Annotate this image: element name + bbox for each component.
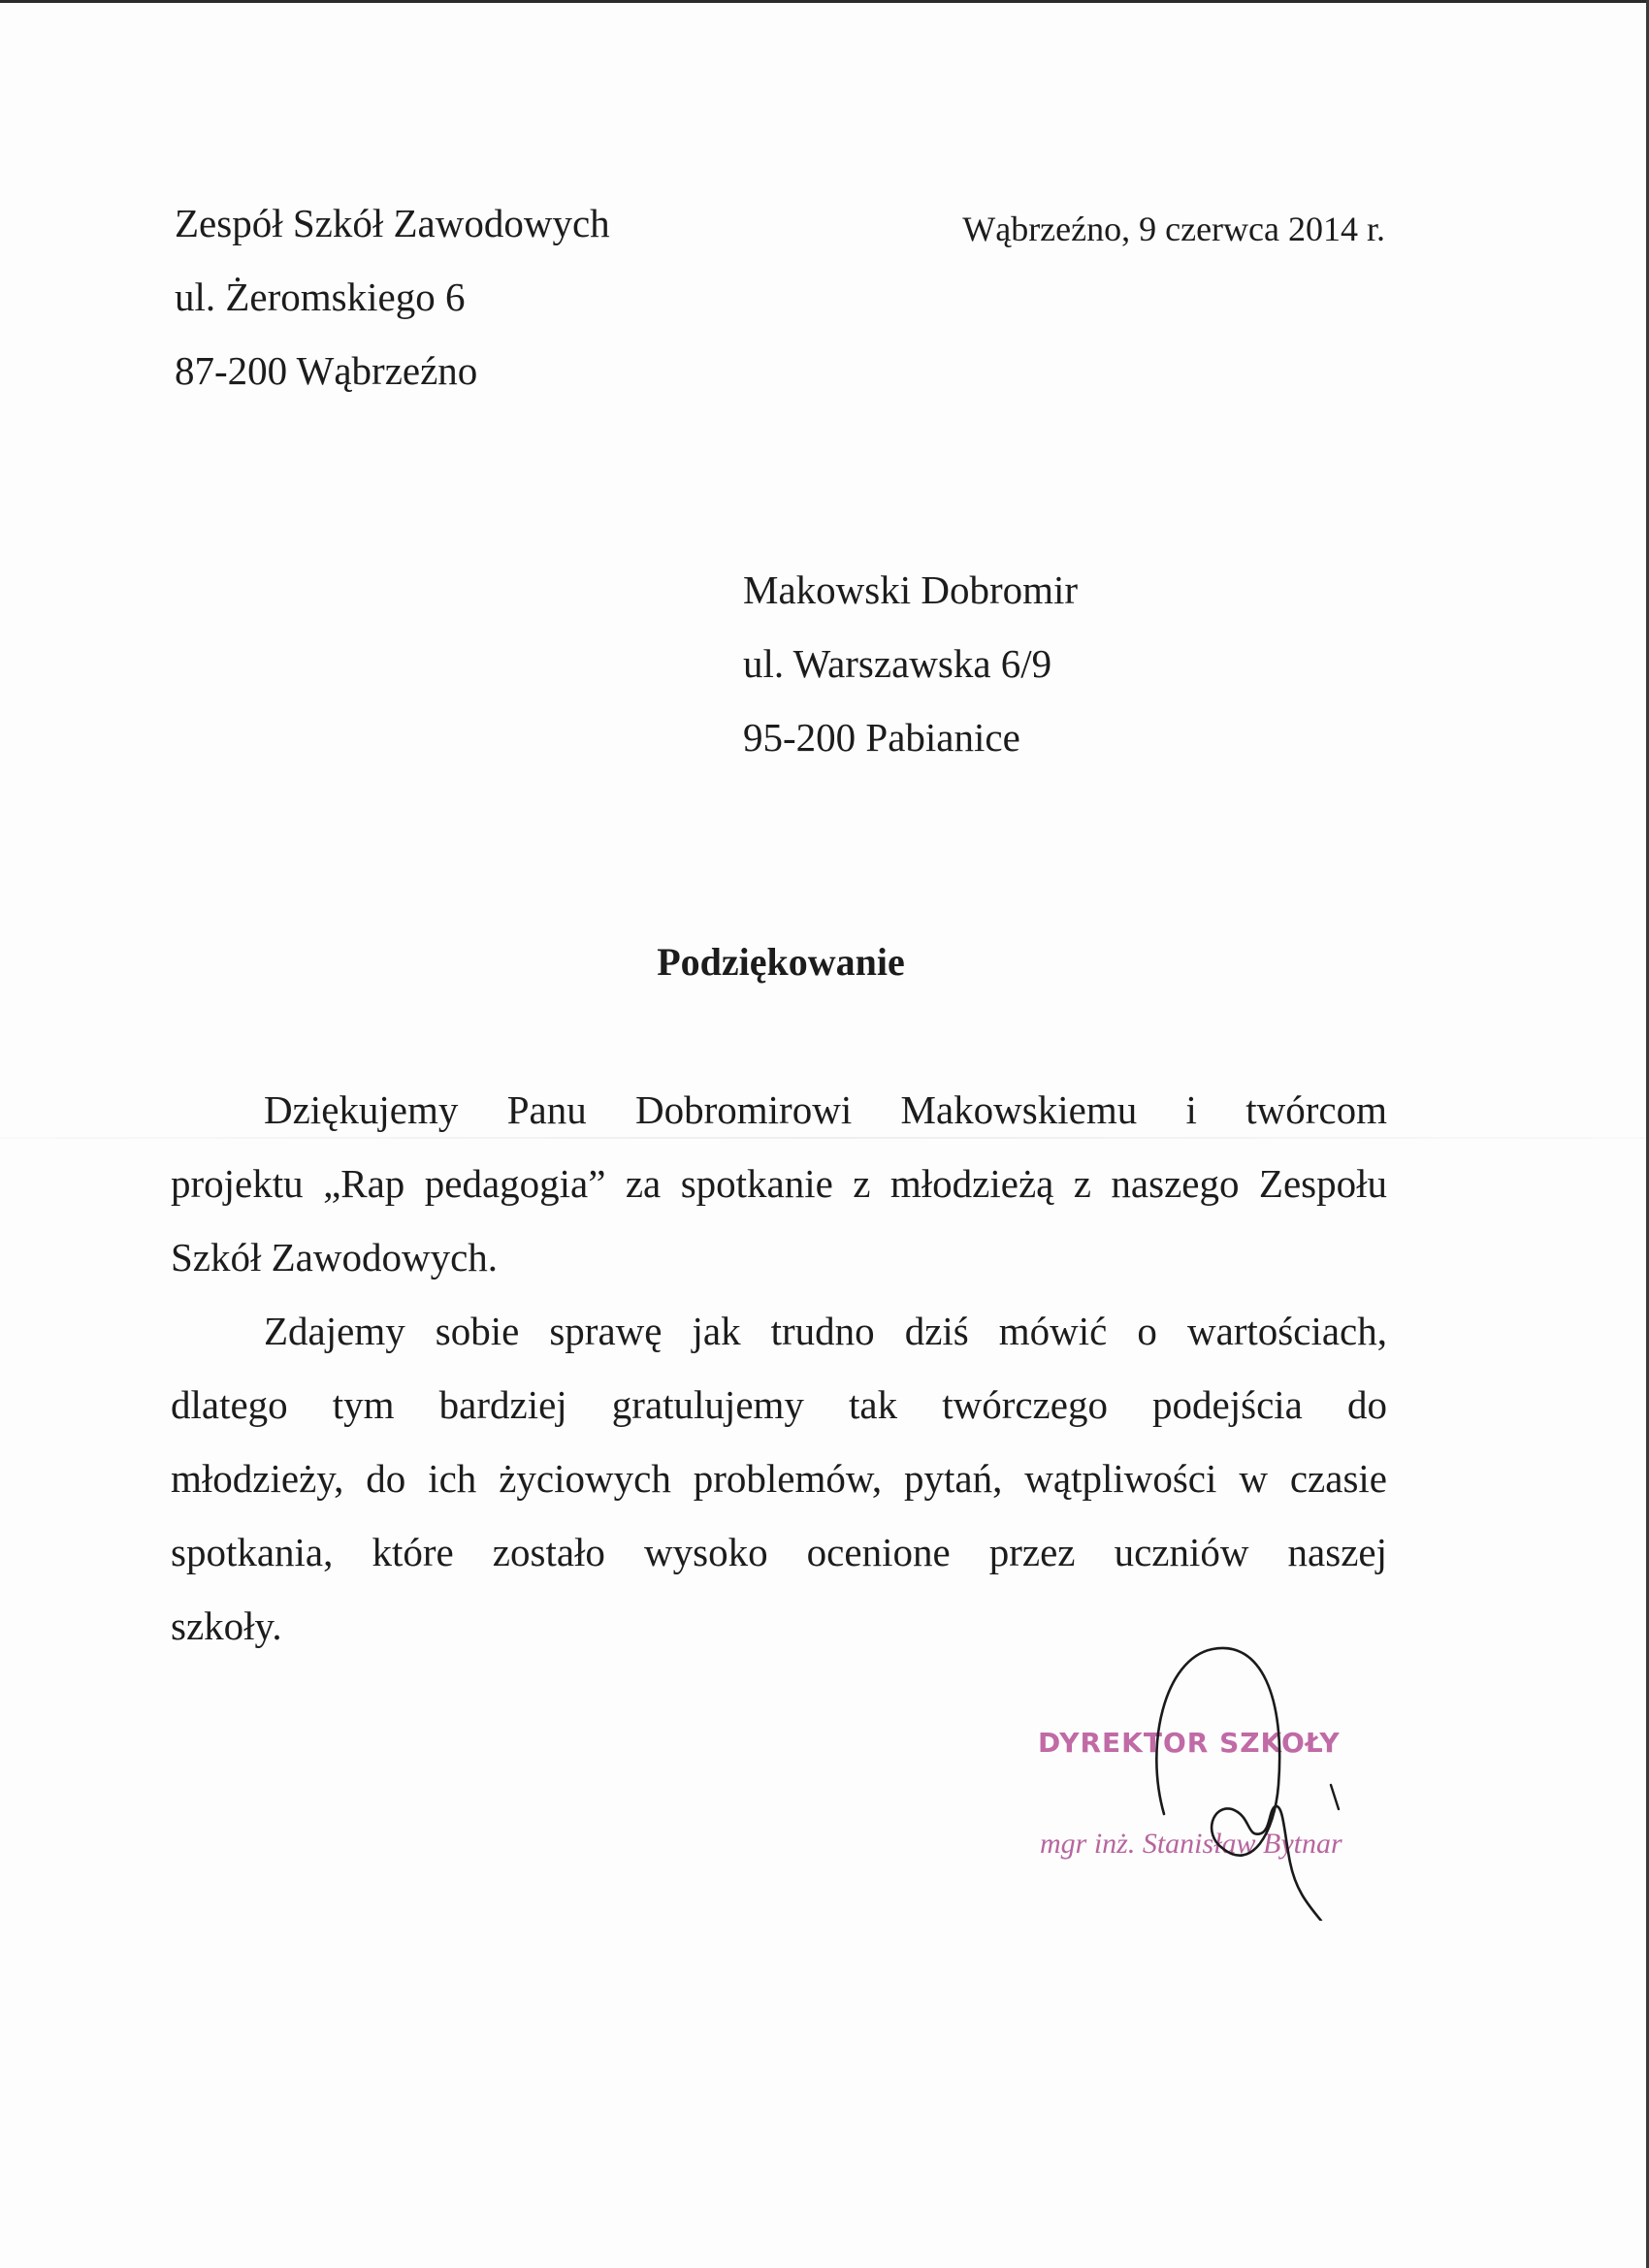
body-line-6: młodzieży, do ich życiowych problemów, pytań, wątpliwości w czasie [171, 1456, 1387, 1501]
body-line-2: projektu „Rap pedagogia” za spotkanie z młodzieżą z naszego Zespołu [171, 1161, 1387, 1206]
sender-name: Zespół Szkół Zawodowych [175, 201, 610, 245]
body-line-4: Zdajemy sobie sprawę jak trudno dziś mówić o wartościach, [264, 1309, 1387, 1353]
body-line-1: Dziękujemy Panu Dobromirowi Makowskiemu i twórcom [264, 1087, 1387, 1132]
sender-city: 87-200 Wąbrzeźno [175, 348, 478, 393]
letter-date: Wąbrzeźno, 9 czerwca 2014 r. [962, 210, 1385, 248]
scan-edge-top [0, 0, 1649, 3]
stamp-title: DYREKTOR SZKOŁY [1038, 1727, 1341, 1759]
stamp-name: mgr inż. Stanisław Bytnar [1040, 1828, 1342, 1860]
body-line-8: szkoły. [171, 1604, 282, 1648]
recipient-city: 95-200 Pabianice [743, 715, 1020, 760]
body-line-5: dlatego tym bardziej gratulujemy tak twórczego podejścia do [171, 1382, 1387, 1427]
sender-street: ul. Żeromskiego 6 [175, 275, 466, 319]
handwritten-signature [1106, 1639, 1397, 1921]
recipient-street: ul. Warszawska 6/9 [743, 641, 1052, 686]
body-line-3: Szkół Zawodowych. [171, 1235, 499, 1280]
recipient-name: Makowski Dobromir [743, 567, 1079, 612]
paper-fold-line [0, 1137, 1649, 1139]
body-line-7: spotkania, które zostało wysoko ocenione przez uczniów naszej [171, 1530, 1387, 1574]
letter-title: Podziękowanie [657, 940, 905, 984]
